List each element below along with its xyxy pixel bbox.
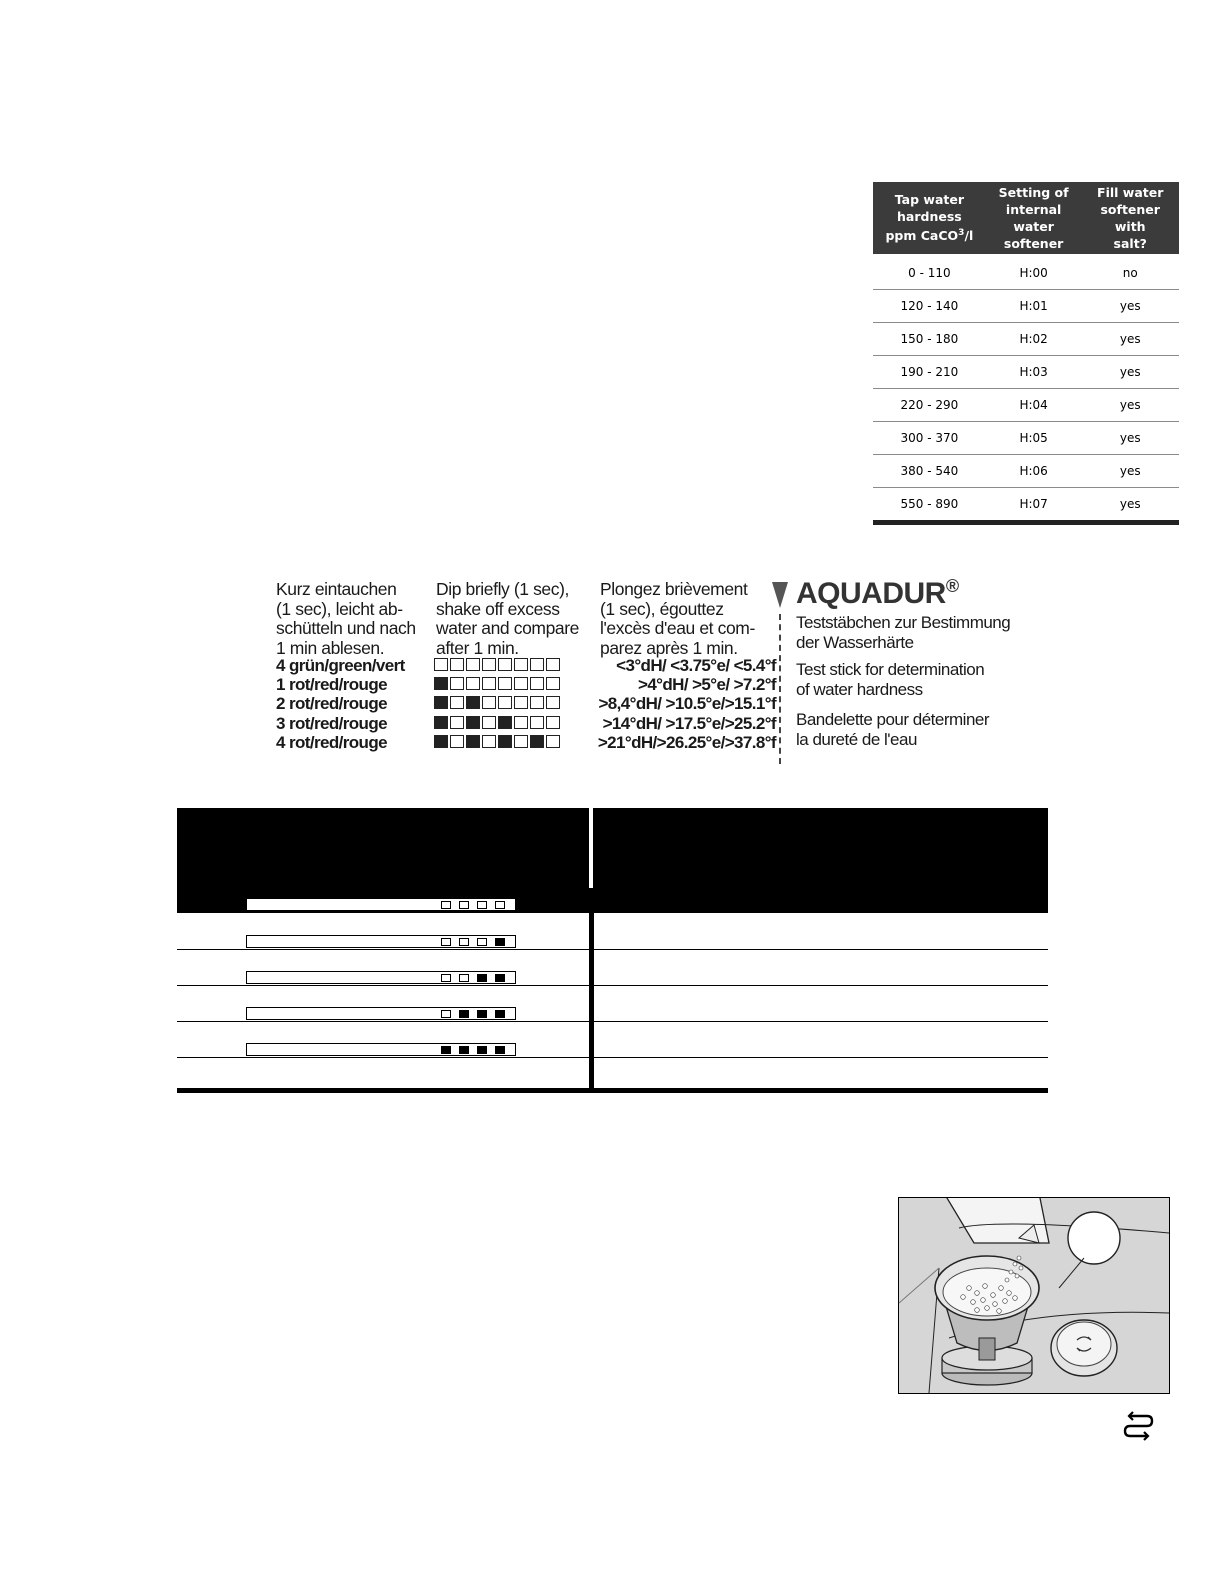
color-label: 4 rot/red/rouge <box>276 733 387 752</box>
strip-square <box>434 658 448 671</box>
brand-name <box>796 576 959 611</box>
instruction-line: shake off excess <box>436 598 560 619</box>
description-line: Test stick for determination <box>796 660 985 679</box>
strip-square <box>495 901 505 909</box>
instructions-french <box>600 580 755 658</box>
strip-square <box>450 658 464 671</box>
cell-hardness: 550 - 890 <box>873 488 986 523</box>
strip-square <box>482 716 496 729</box>
strip-square <box>514 677 528 690</box>
salt-funnel-drawing <box>899 1198 1169 1393</box>
test-strip <box>246 935 516 948</box>
color-label: 1 rot/red/rouge <box>276 675 387 694</box>
header-line: /l <box>964 228 974 244</box>
strip-squares <box>434 696 562 710</box>
strip-square <box>441 938 451 946</box>
instruction-line: l'excès d'eau et com- <box>600 618 755 638</box>
row-separator <box>177 949 1048 950</box>
strip-square <box>546 716 560 729</box>
strip-square <box>514 658 528 671</box>
salt-filling-illustration <box>898 1197 1170 1394</box>
cell-salt: yes <box>1081 422 1179 455</box>
hardness-row <box>873 356 1179 389</box>
regeneration-salt-icon <box>1121 1410 1155 1442</box>
cell-hardness: 190 - 210 <box>873 356 986 389</box>
strip-square <box>498 696 512 709</box>
strip-square <box>459 901 469 909</box>
description-german <box>796 613 1010 653</box>
cell-setting: H:06 <box>986 455 1082 488</box>
color-label: 2 rot/red/rouge <box>276 694 387 713</box>
hardness-row <box>873 455 1179 488</box>
strip-square <box>514 735 528 748</box>
instructions-english <box>436 580 579 658</box>
description-line: of water hardness <box>796 680 923 699</box>
strip-square <box>530 716 544 729</box>
description-english <box>796 660 984 700</box>
instruction-line: (1 sec), leicht ab- <box>276 598 403 619</box>
cell-salt: no <box>1081 254 1179 290</box>
cell-hardness: 120 - 140 <box>873 290 986 323</box>
strip-square <box>530 658 544 671</box>
aquadur-test-strip-label <box>276 576 1011 765</box>
instruction-line: schütteln und nach <box>276 618 416 638</box>
strip-square <box>477 901 487 909</box>
hardness-row <box>873 389 1179 422</box>
cell-setting: H:00 <box>986 254 1082 290</box>
hardness-level-row <box>276 656 776 675</box>
strip-square <box>466 716 480 729</box>
strip-squares <box>434 658 562 672</box>
strip-square <box>530 696 544 709</box>
header-superscript: 3 <box>958 228 965 239</box>
instruction-line: Plongez brièvement <box>600 579 748 599</box>
strip-square <box>466 658 480 671</box>
cell-setting: H:05 <box>986 422 1082 455</box>
registered-mark: ® <box>945 576 959 596</box>
header-tap-water-hardness <box>873 182 986 254</box>
strip-square <box>441 974 451 982</box>
strip-square <box>477 1046 487 1054</box>
table-bottom-rule <box>177 1088 1048 1093</box>
test-strip <box>246 1007 516 1020</box>
strip-square <box>477 974 487 982</box>
strip-square <box>495 974 505 982</box>
strip-square <box>434 735 448 748</box>
hardness-row <box>873 488 1179 523</box>
strip-square <box>466 677 480 690</box>
header-line: softener with <box>1100 202 1160 234</box>
cell-salt: yes <box>1081 389 1179 422</box>
instruction-line: after 1 min. <box>436 637 519 658</box>
color-label: 3 rot/red/rouge <box>276 714 387 733</box>
instruction-line: 1 min ablesen. <box>276 637 385 658</box>
cell-setting: H:07 <box>986 488 1082 523</box>
strip-square <box>530 735 544 748</box>
row-separator <box>177 985 1048 986</box>
cell-hardness: 300 - 370 <box>873 422 986 455</box>
strip-square <box>498 735 512 748</box>
header-line: Fill water <box>1097 185 1164 200</box>
strip-square <box>495 1010 505 1018</box>
instruction-line: Kurz eintauchen <box>276 579 397 599</box>
color-label: 4 grün/green/vert <box>276 656 405 675</box>
row-separator <box>177 1057 1048 1058</box>
cell-hardness: 150 - 180 <box>873 323 986 356</box>
strip-square <box>459 974 469 982</box>
cell-setting: H:01 <box>986 290 1082 323</box>
cell-setting: H:04 <box>986 389 1082 422</box>
cell-hardness: 0 - 110 <box>873 254 986 290</box>
cell-salt: yes <box>1081 290 1179 323</box>
brand-text: AQUADUR <box>796 577 946 610</box>
cell-salt: yes <box>1081 356 1179 389</box>
strip-square <box>482 696 496 709</box>
column-divider <box>589 913 594 1088</box>
column-divider <box>589 808 593 888</box>
header-line: ppm CaCO <box>885 228 959 244</box>
hardness-row <box>873 254 1179 290</box>
cell-hardness: 220 - 290 <box>873 389 986 422</box>
description-line: der Wasserhärte <box>796 633 914 652</box>
instruction-line: parez après 1 min. <box>600 637 738 658</box>
cell-salt: yes <box>1081 323 1179 356</box>
hardness-level-row <box>276 733 776 752</box>
cut-line <box>779 614 781 764</box>
hardness-level-row <box>276 675 776 694</box>
description-line: Teststäbchen zur Bestimmung <box>796 613 1011 632</box>
hardness-value: >4°dH/ >5°e/ >7.2°f <box>638 675 776 694</box>
hardness-row <box>873 290 1179 323</box>
strip-square <box>477 938 487 946</box>
hardness-level-row <box>276 694 776 713</box>
test-strip <box>246 971 516 984</box>
strip-square <box>450 716 464 729</box>
strip-square <box>450 735 464 748</box>
header-line: Tap water hardness <box>894 192 965 225</box>
strip-square <box>450 677 464 690</box>
header-line: internal water <box>1005 202 1062 234</box>
strip-square <box>546 735 560 748</box>
hardness-value: >8,4°dH/ >10.5°e/>15.1°f <box>598 694 776 713</box>
strip-square <box>514 716 528 729</box>
test-strip <box>246 1043 516 1056</box>
strip-square <box>482 658 496 671</box>
hardness-row <box>873 323 1179 356</box>
strip-square <box>514 696 528 709</box>
cell-setting: H:03 <box>986 356 1082 389</box>
description-line: la dureté de l'eau <box>796 730 917 749</box>
strip-square <box>434 696 448 709</box>
strip-square <box>466 696 480 709</box>
water-hardness-table <box>873 182 1179 525</box>
hardness-value: <3°dH/ <3.75°e/ <5.4°f <box>616 656 776 675</box>
strip-squares <box>434 735 562 749</box>
test-strip <box>246 898 516 911</box>
strip-square <box>466 735 480 748</box>
hardness-table-body <box>873 254 1179 523</box>
header-line: salt? <box>1113 236 1147 251</box>
strip-square <box>498 677 512 690</box>
instruction-line: Dip briefly (1 sec), <box>436 579 570 599</box>
cell-salt: yes <box>1081 488 1179 523</box>
dip-arrow-icon <box>772 582 788 608</box>
header-setting <box>986 182 1082 254</box>
strip-square <box>477 1010 487 1018</box>
description-line: Bandelette pour déterminer <box>796 710 990 729</box>
instructions-german <box>276 580 416 658</box>
strip-square <box>459 1010 469 1018</box>
description-french <box>796 710 989 750</box>
strip-squares <box>434 716 562 730</box>
strip-square <box>450 696 464 709</box>
row-separator <box>177 1021 1048 1022</box>
strip-square <box>434 716 448 729</box>
hardness-value: >14°dH/ >17.5°e/>25.2°f <box>602 714 776 733</box>
strip-square <box>530 677 544 690</box>
strip-square <box>546 677 560 690</box>
strip-table-body <box>177 913 1048 1097</box>
strip-square <box>546 658 560 671</box>
strip-square <box>482 735 496 748</box>
strip-square <box>498 716 512 729</box>
strip-square <box>441 1046 451 1054</box>
hardness-value: >21°dH/>26.25°e/>37.8°f <box>597 733 776 752</box>
header-fill-salt <box>1081 182 1179 254</box>
strip-square <box>546 696 560 709</box>
strip-square <box>482 677 496 690</box>
strip-square <box>498 658 512 671</box>
instruction-line: (1 sec), égouttez <box>600 598 724 619</box>
cell-hardness: 380 - 540 <box>873 455 986 488</box>
strip-square <box>459 1046 469 1054</box>
cell-setting: H:02 <box>986 323 1082 356</box>
header-line: Setting of <box>998 185 1069 200</box>
strip-squares <box>434 677 562 691</box>
header-line: softener <box>1003 236 1064 251</box>
strip-square <box>441 901 451 909</box>
strip-square <box>495 1046 505 1054</box>
hardness-level-row <box>276 714 776 733</box>
strip-square <box>441 1010 451 1018</box>
cell-salt: yes <box>1081 455 1179 488</box>
instruction-line: water and compare <box>436 618 580 638</box>
strip-square <box>459 938 469 946</box>
strip-square <box>495 938 505 946</box>
strip-square <box>434 677 448 690</box>
hardness-row <box>873 422 1179 455</box>
